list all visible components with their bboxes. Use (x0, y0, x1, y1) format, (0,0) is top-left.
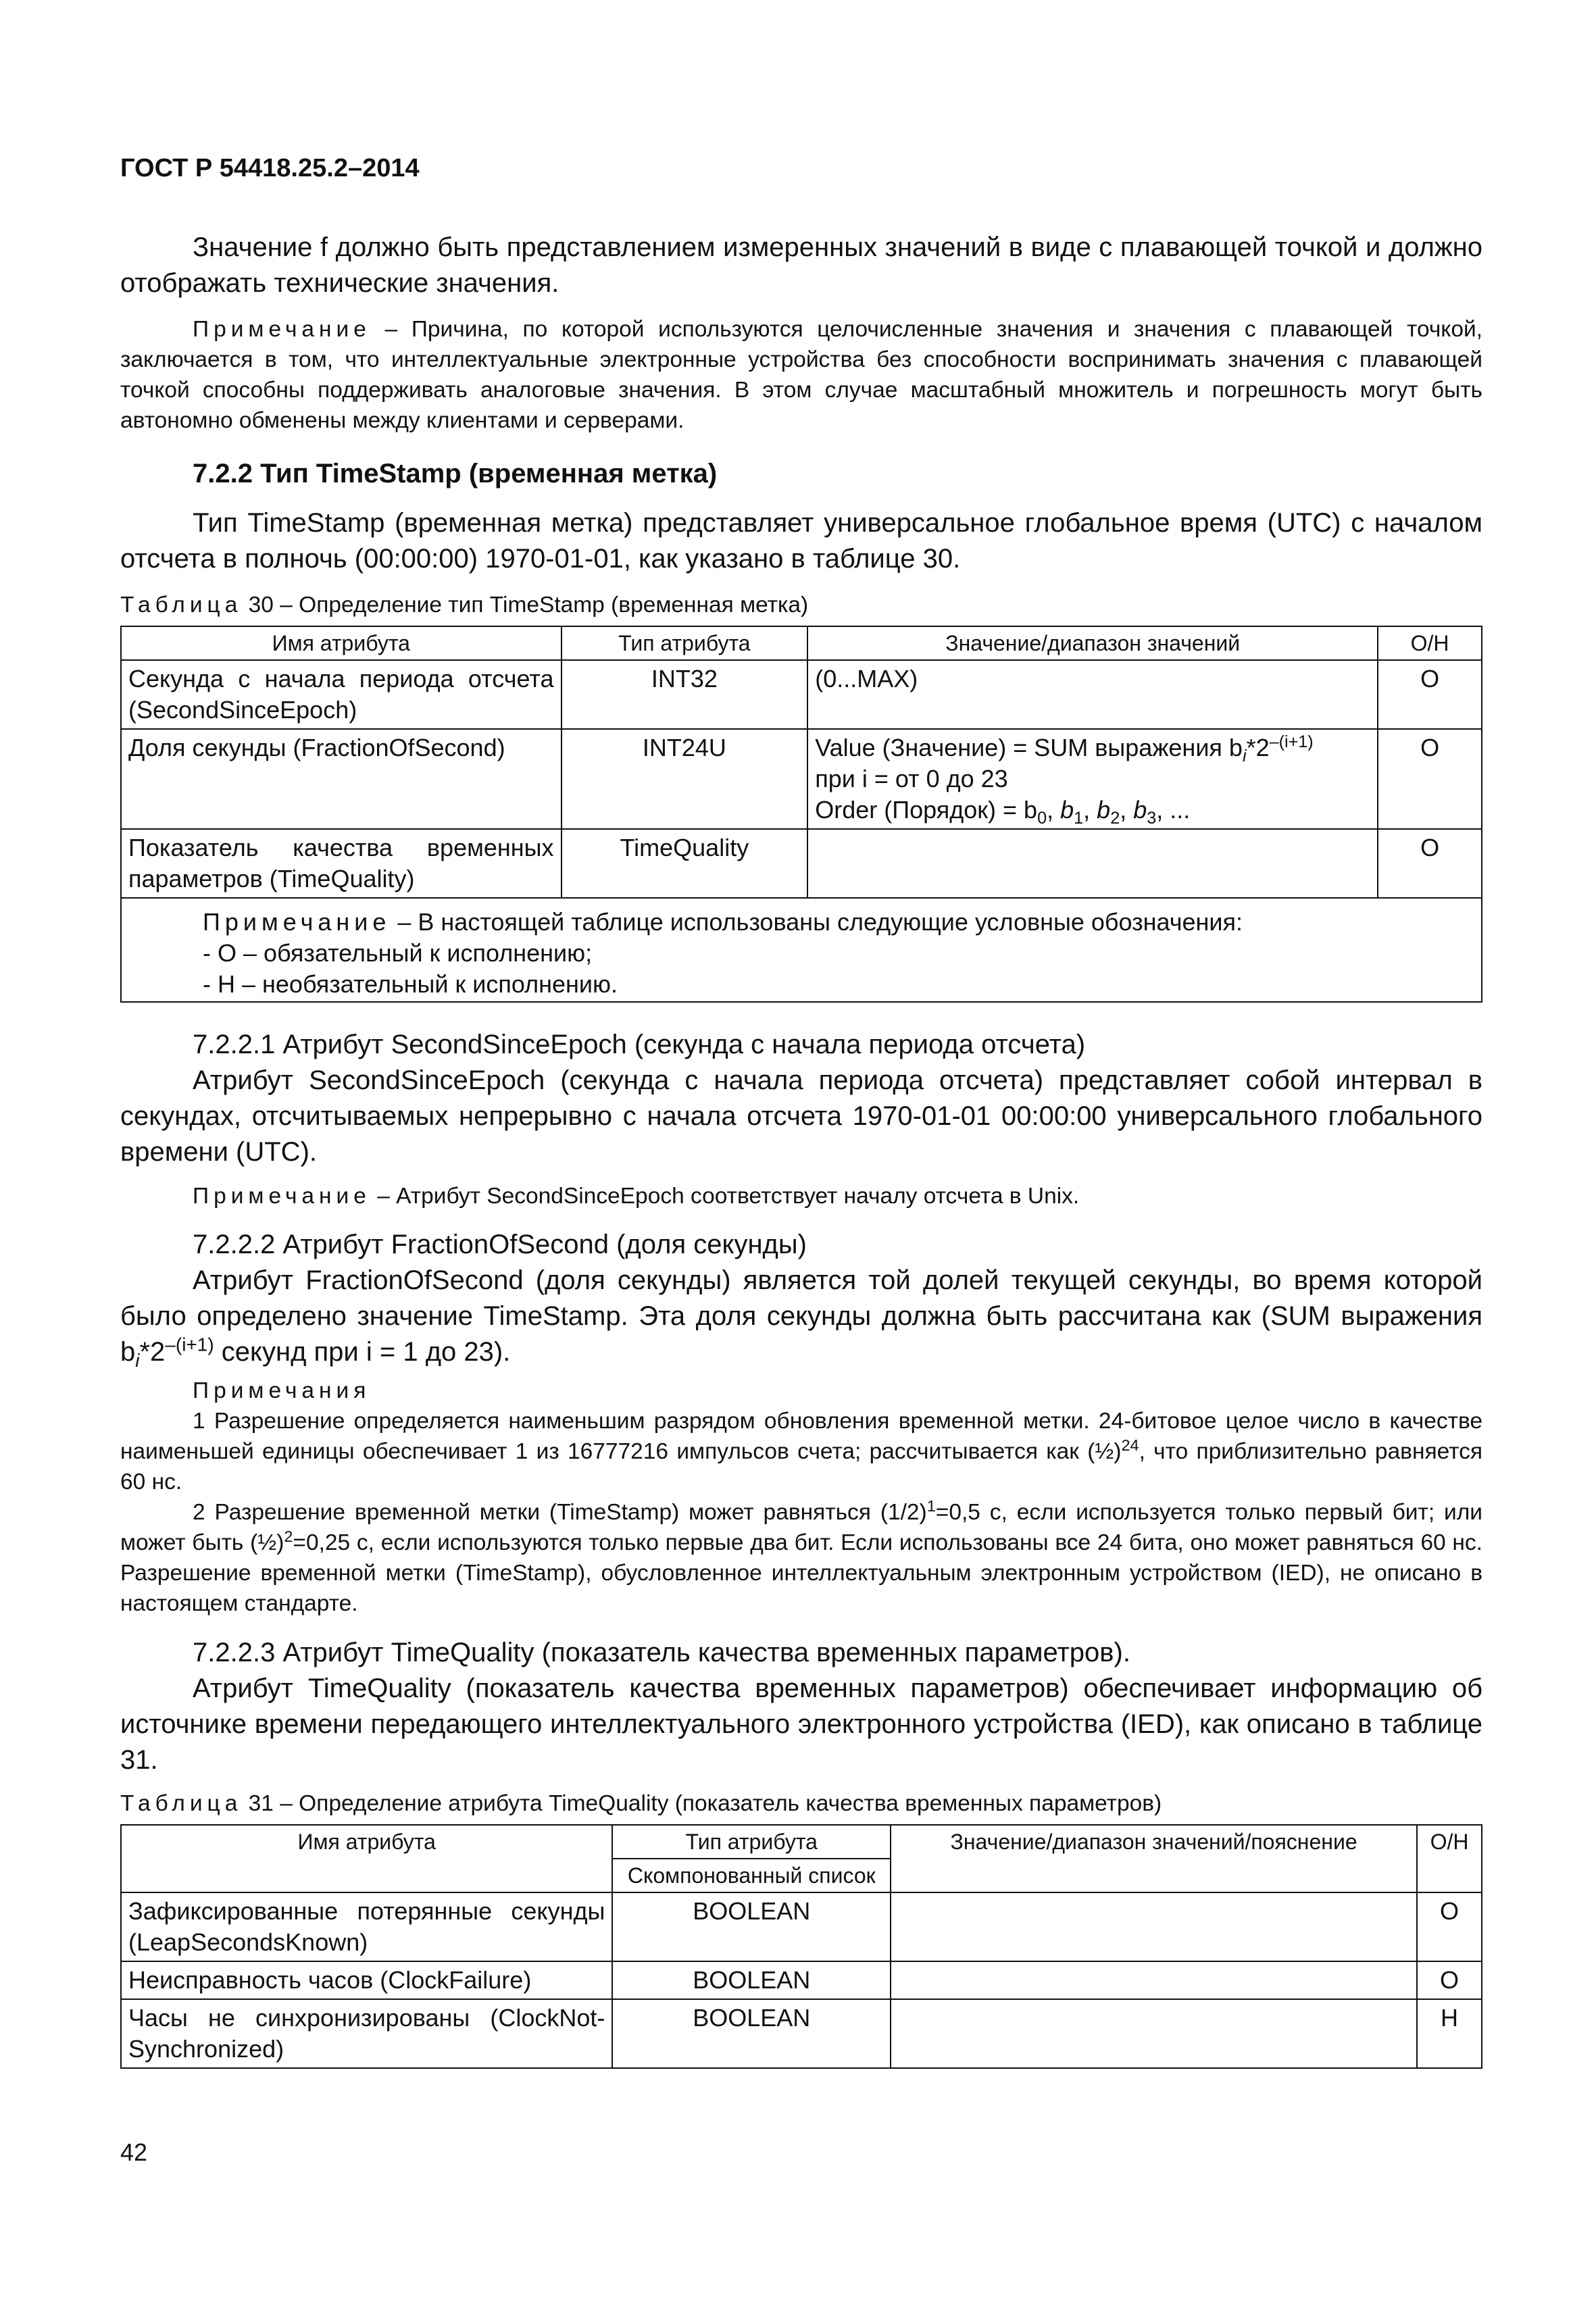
cell-value (891, 1892, 1417, 1961)
cell-name: Неисправность часов (ClockFailure) (121, 1961, 612, 1999)
section-722-heading (120, 456, 1482, 492)
paragraph-text: Атрибут SecondSinceEpoch (секунда с начала периода отсчета) представляет собой интервал в секундах, отсчитываемых непрерывно с начала отсчета 1970-01-01 00:00:00 универсального глобального времени (UTC). (120, 1065, 1482, 1167)
cell-value (891, 1961, 1417, 1999)
table-row (121, 829, 1482, 898)
col-header-on: О/Н (1417, 1825, 1482, 1892)
paragraph-text: Атрибут FractionOfSecond (доля секунды) является той долей текущей секунды, во время которой было определено значение TimeStamp. Эта доля секунды должна быть рассчитана как (SUM выражения $b_i*2^{-(i+1)}$ секунд при i = 1 до 23). (120, 1265, 1482, 1371)
caption-text: 30 – Определение тип TimeStamp (временная метка) (242, 593, 809, 618)
cell-value (891, 1999, 1417, 2068)
table-header-row (121, 626, 1482, 660)
table-31 (120, 1824, 1482, 2069)
cell-type: BOOLEAN (612, 1999, 891, 2068)
section-7223-heading (120, 1635, 1482, 1671)
table-note-row (121, 898, 1482, 1002)
paragraph-fraction-of-second (120, 1263, 1482, 1370)
caption-label: Таблица (120, 1791, 243, 1816)
cell-name: Часы не синхронизированы (ClockNot-Synchronized) (121, 1999, 612, 2068)
col-header-on: О/Н (1378, 626, 1482, 660)
table-header-row (121, 1825, 1482, 1859)
caption-text: 31 – Определение атрибута TimeQuality (показатель качества временных параметров) (242, 1791, 1162, 1816)
cell-on: О (1417, 1892, 1482, 1961)
section-7222-heading (120, 1227, 1482, 1263)
note-line: - Н – необязательный к исполнению. (203, 970, 618, 998)
note-resolution-1: 1 Разрешение определяется наименьшим разрядом обновления временной метки. 24-битовое целое число в качестве наименьшей единицы обеспечивает 1 из 16777216 импульсов счета; рассчитывается как (½)$^{24}$, что приблизительно равняется 60 нс. (120, 1409, 1482, 1494)
note-text: – Атрибут SecondSinceEpoch соответствует началу отсчета в Unix. (370, 1184, 1080, 1209)
table-row (121, 729, 1482, 829)
cell-name: Показатель качества временных параметров (TimeQuality) (121, 829, 562, 898)
paragraph-float-value (120, 230, 1482, 301)
paragraph-text: Значение f должно быть представлением измеренных значений в виде с плавающей точкой и должно отображать технические значения. (120, 232, 1482, 298)
table-row (121, 1999, 1482, 2068)
note-unix (120, 1181, 1482, 1211)
cell-on: О (1378, 829, 1482, 898)
page-number: 42 (120, 2138, 148, 2166)
cell-type: INT32 (562, 660, 808, 729)
paragraph-second-since-epoch (120, 1063, 1482, 1170)
paragraph-timestamp (120, 505, 1482, 577)
notes-heading (120, 1376, 1482, 1406)
section-heading: 7.2.2.1 Атрибут SecondSinceEpoch (секунда с начала периода отсчета) (193, 1030, 1086, 1059)
notes-label: Примечания (193, 1378, 371, 1403)
cell-name: Секунда с начала периода отсчета (SecondSinceEpoch) (121, 660, 562, 729)
cell-name: Доля секунды (FractionOfSecond) (121, 729, 562, 829)
note-text: – В настоящей таблице использованы следующие условные обозначения: (391, 908, 1243, 936)
cell-type: TimeQuality (562, 829, 808, 898)
cell-value: (0...MAX) (807, 660, 1378, 729)
standard-header: ГОСТ Р 54418.25.2–2014 (120, 154, 420, 182)
paragraph-time-quality (120, 1671, 1482, 1778)
cell-type: BOOLEAN (612, 1961, 891, 1999)
note-label: Примечание (193, 1184, 371, 1209)
note-label: Примечание (193, 317, 371, 342)
section-heading: 7.2.2.3 Атрибут TimeQuality (показатель качества временных параметров). (193, 1638, 1130, 1667)
col-header-name: Имя атрибута (121, 1825, 612, 1892)
note-integer-float (120, 314, 1482, 436)
col-header-name: Имя атрибута (121, 626, 562, 660)
note-text: – Причина, по которой используются целочисленные значения и значения с плавающей точкой, заключается в том, что интеллектуальные электронные устройства без способности воспринимать значения с плавающей точкой способны поддерживать аналоговые значения. В этом случае масштабный множитель и погрешность могут быть автономно обменены между клиентами и серверами. (120, 317, 1482, 433)
cell-on: Н (1417, 1999, 1482, 2068)
section-heading: 7.2.2.2 Атрибут FractionOfSecond (доля секунды) (193, 1230, 807, 1259)
caption-label: Таблица (120, 593, 243, 618)
cell-value: Value (Значение) = SUM выражения $b_i*2^{-(i+1)}$ при i = от 0 до 23 Order (Порядок) = $b_0$, $b_1$, $b_2$, $b_3$, ... (807, 729, 1378, 829)
paragraph-text: Атрибут TimeQuality (показатель качества временных параметров) обеспечивает информацию об источнике времени передающего интеллектуального электронного устройства (IED), как описано в таблице 31. (120, 1674, 1482, 1775)
note-resolution-2: 2 Разрешение временной метки (TimeStamp) может равняться $(1/2)^1=0,5$ с, если используется только первый бит; или может быть (½)$^2$=0,25 с, если используются только первые два бит. Если использованы все 24 бита, оно может равняться 60 нс. Разрешение временной метки (TimeStamp), обусловленное интеллектуальным электронным устройством (IED), не описано в настоящем стандарте. (120, 1496, 1482, 1616)
note-label: Примечание (203, 908, 391, 936)
cell-on: О (1417, 1961, 1482, 1999)
cell-type: INT24U (562, 729, 808, 829)
cell-value (807, 829, 1378, 898)
table-row (121, 1961, 1482, 1999)
table-30 (120, 626, 1482, 1003)
cell-on: О (1378, 660, 1482, 729)
table-31-caption (120, 1788, 1482, 1819)
cell-on: О (1378, 729, 1482, 829)
col-header-type: Тип атрибута (612, 1825, 891, 1859)
cell-name: Зафиксированные потерянные секунды (LeapSecondsKnown) (121, 1892, 612, 1961)
table-row (121, 660, 1482, 729)
col-header-value: Значение/диапазон значений/пояснение (891, 1825, 1417, 1892)
col-header-type: Тип атрибута (562, 626, 808, 660)
paragraph-text: Тип TimeStamp (временная метка) представляет универсальное глобальное время (UTC) с началом отсчета в полночь (00:00:00) 1970-01-01, как указано в таблице 30. (120, 508, 1482, 574)
table-30-caption (120, 590, 1482, 620)
col-subheader-type: Скомпонованный список (612, 1859, 891, 1892)
col-header-value: Значение/диапазон значений (807, 626, 1378, 660)
section-heading: 7.2.2 Тип TimeStamp (временная метка) (193, 459, 718, 488)
cell-type: BOOLEAN (612, 1892, 891, 1961)
note-line: - О – обязательный к исполнению; (203, 939, 593, 967)
table-row (121, 1892, 1482, 1961)
section-7221-heading (120, 1027, 1482, 1063)
